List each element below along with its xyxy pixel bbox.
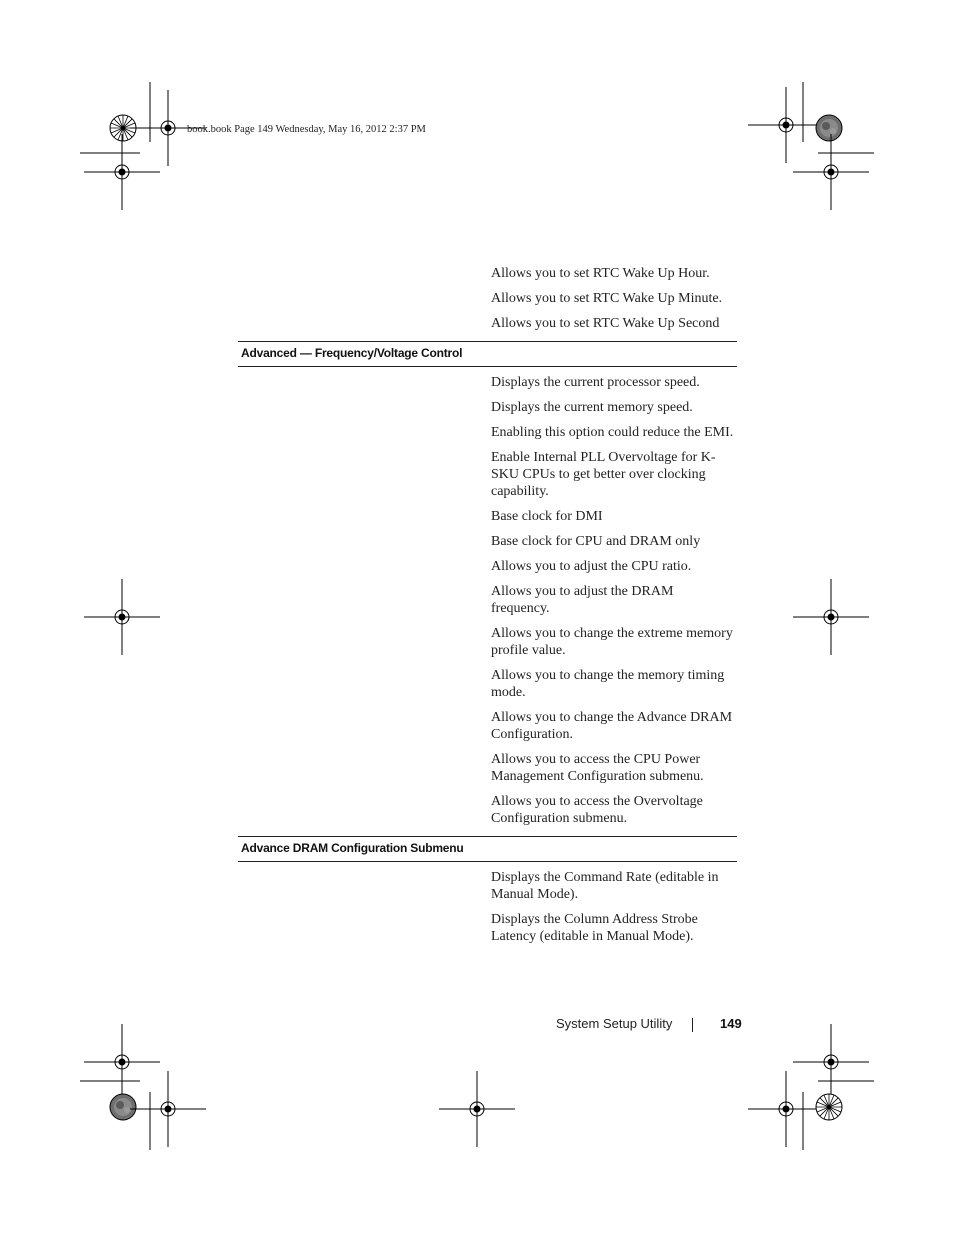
table-row bbox=[238, 622, 737, 664]
table-row bbox=[238, 706, 737, 748]
table-row bbox=[238, 396, 737, 421]
option-description: Allows you to change the Advance DRAM Configuration. bbox=[491, 710, 733, 742]
table-row bbox=[238, 530, 737, 555]
option-description: Enabling this option could reduce the EMI. bbox=[491, 425, 734, 440]
footer-divider bbox=[692, 1018, 693, 1032]
table-row bbox=[238, 908, 737, 950]
table-row bbox=[238, 446, 737, 505]
table-row bbox=[238, 262, 737, 287]
option-description: Allows you to change the extreme memory profile value. bbox=[491, 626, 733, 658]
option-description: Allows you to set RTC Wake Up Minute. bbox=[491, 291, 723, 306]
table-row bbox=[238, 312, 737, 337]
table-row bbox=[238, 580, 737, 622]
option-description: Allows you to adjust the DRAM frequency. bbox=[491, 584, 674, 616]
option-description: Displays the current memory speed. bbox=[491, 400, 693, 415]
page-number: 149 bbox=[720, 1016, 742, 1031]
table-row bbox=[238, 866, 737, 908]
section-heading-frequency-voltage: Advanced — Frequency/Voltage Control bbox=[238, 341, 737, 367]
option-description: Displays the Column Address Strobe Latency (editable in Manual Mode). bbox=[491, 912, 698, 944]
option-description: Allows you to access the CPU Power Management Configuration submenu. bbox=[491, 752, 704, 784]
table-row bbox=[238, 421, 737, 446]
option-description: Allows you to access the Overvoltage Configuration submenu. bbox=[491, 794, 703, 826]
option-description: Base clock for DMI bbox=[491, 509, 603, 524]
table-row bbox=[238, 748, 737, 790]
option-description: Displays the Command Rate (editable in Manual Mode). bbox=[491, 870, 719, 902]
option-description: Displays the current processor speed. bbox=[491, 375, 700, 390]
print-slug: book.book Page 149 Wednesday, May 16, 2012 2:37 PM bbox=[187, 124, 426, 135]
option-description: Allows you to adjust the CPU ratio. bbox=[491, 559, 692, 574]
table-row bbox=[238, 505, 737, 530]
option-description: Allows you to set RTC Wake Up Second bbox=[491, 316, 720, 331]
footer-title: System Setup Utility bbox=[556, 1016, 673, 1031]
option-description: Base clock for CPU and DRAM only bbox=[491, 534, 701, 549]
table-row bbox=[238, 287, 737, 312]
option-description: Allows you to change the memory timing mode. bbox=[491, 668, 725, 700]
option-description: Enable Internal PLL Overvoltage for K-SKU CPUs to get better over clocking capability. bbox=[491, 450, 716, 499]
settings-table bbox=[238, 262, 737, 950]
table-row bbox=[238, 790, 737, 832]
table-row bbox=[238, 555, 737, 580]
section-heading-dram-config: Advance DRAM Configuration Submenu bbox=[238, 836, 737, 862]
option-description: Allows you to set RTC Wake Up Hour. bbox=[491, 266, 710, 281]
table-row bbox=[238, 371, 737, 396]
page-footer bbox=[0, 1016, 954, 1036]
table-row bbox=[238, 664, 737, 706]
